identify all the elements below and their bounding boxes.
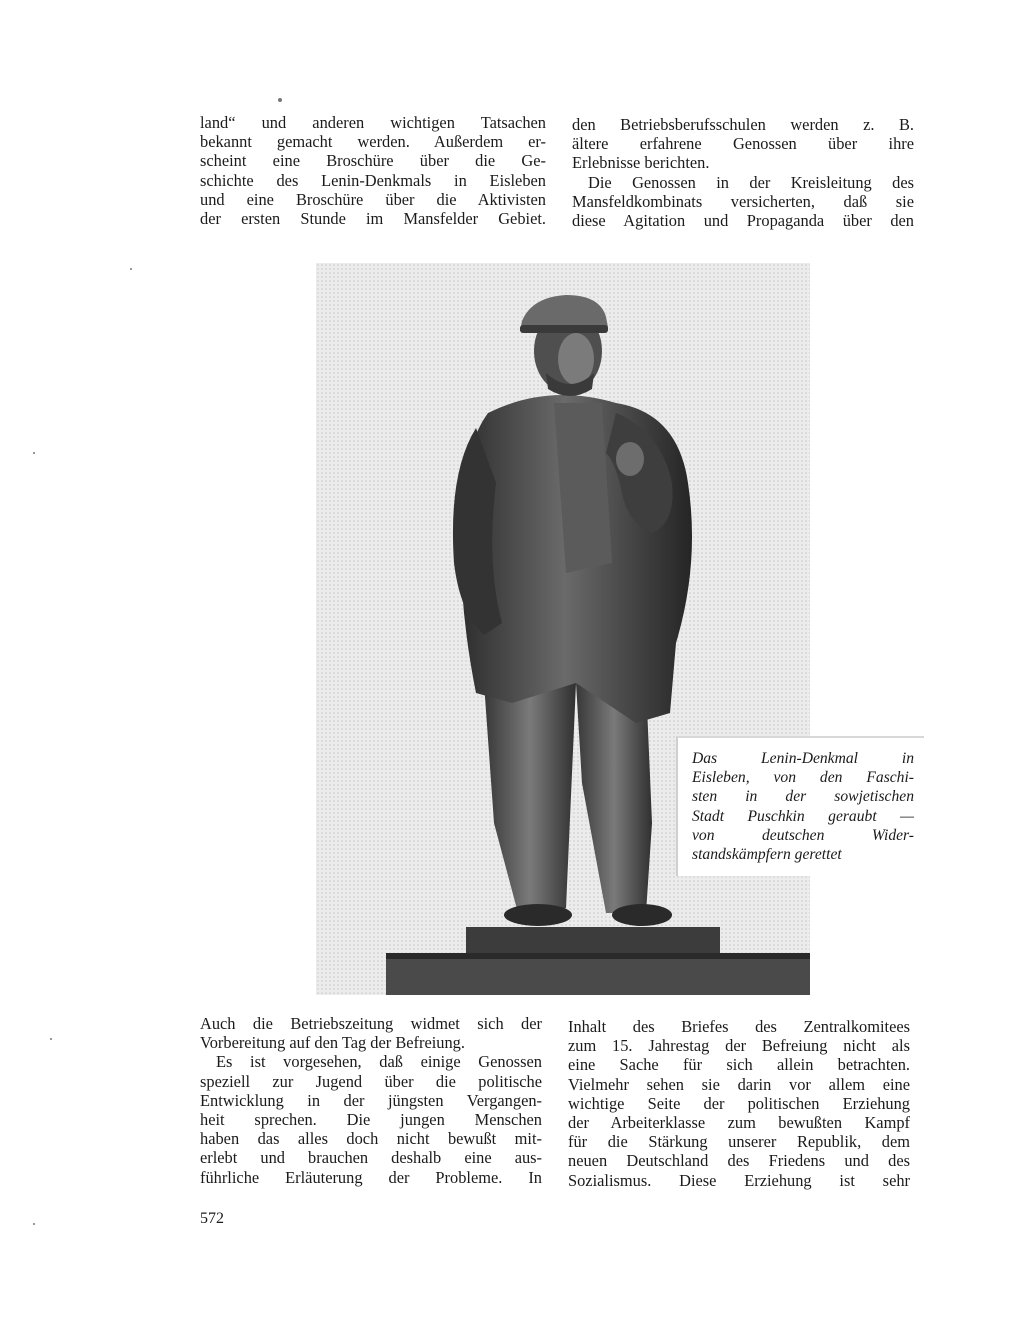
text-line: haben das alles doch nicht bewußt mit- xyxy=(200,1129,542,1149)
text-line: Entwicklung in der jüngsten Vergangen- xyxy=(200,1090,542,1110)
top-right-column xyxy=(572,115,914,230)
text-line: den Betriebsberufsschulen werden z. B. xyxy=(572,115,914,134)
text-line: bekannt gemacht werden. Außerdem er- xyxy=(200,132,546,152)
text-line: land“ und anderen wichtigen Tatsachen xyxy=(200,113,546,132)
page-number: 572 xyxy=(200,1210,224,1227)
text-line: diese Agitation und Propaganda über den xyxy=(572,211,914,231)
print-speck xyxy=(50,1038,52,1040)
bottom-right-column xyxy=(568,1017,910,1190)
statue-photo-icon xyxy=(316,263,810,995)
print-speck xyxy=(33,452,35,454)
caption-line: standskämpfern gerettet xyxy=(692,846,842,864)
caption-line: Eisleben, von den Faschi- xyxy=(692,769,914,787)
text-line: schichte des Lenin-Denkmals in Eisleben xyxy=(200,170,546,190)
text-line: Auch die Betriebszeitung widmet sich der xyxy=(200,1014,542,1033)
caption-line: Das Lenin-Denkmal in xyxy=(692,750,914,767)
statue-photo xyxy=(316,263,810,995)
text-line: Die Genossen in der Kreisleitung des xyxy=(588,172,914,192)
text-line: für die Stärkung unserer Republik, dem xyxy=(568,1132,910,1152)
text-line: der ersten Stunde im Mansfelder Gebiet. xyxy=(200,209,546,229)
text-line: der Arbeiterklasse zum bewußten Kampf xyxy=(568,1113,910,1133)
text-line: eine Sache für sich allein betrachten. xyxy=(568,1055,910,1075)
top-left-column xyxy=(200,113,546,228)
text-line: erlebt und brauchen deshalb eine aus- xyxy=(200,1148,542,1168)
text-line: und eine Broschüre über die Aktivisten xyxy=(200,189,546,209)
text-line: ältere erfahrene Genossen über ihre xyxy=(572,134,914,154)
print-speck xyxy=(130,268,132,270)
text-line: heit sprechen. Die jungen Menschen xyxy=(200,1110,542,1130)
text-line: neuen Deutschland des Friedens und des xyxy=(568,1151,910,1171)
text-line: führliche Erläuterung der Probleme. In xyxy=(200,1167,542,1187)
text-line: Inhalt des Briefes des Zentralkomitees xyxy=(568,1017,910,1036)
bottom-left-column xyxy=(200,1014,542,1187)
text-line: speziell zur Jugend über die politische xyxy=(200,1071,542,1091)
caption-line: Stadt Puschkin geraubt — xyxy=(692,807,914,825)
caption-line: von deutschen Wider- xyxy=(692,826,914,844)
text-line: Es ist vorgesehen, daß einige Genossen xyxy=(216,1052,542,1072)
text-line: wichtige Seite der politischen Erziehung xyxy=(568,1093,910,1113)
photo-caption xyxy=(676,736,924,876)
text-line: Vielmehr sehen sie darin vor allem eine xyxy=(568,1074,910,1094)
print-speck xyxy=(278,98,282,102)
print-speck xyxy=(33,1223,35,1225)
caption-line: sten in der sowjetischen xyxy=(692,788,914,806)
text-line: zum 15. Jahrestag der Befreiung nicht als xyxy=(568,1036,910,1056)
text-line: Erlebnisse berichten. xyxy=(572,153,710,173)
text-line: Sozialismus. Diese Erziehung ist sehr xyxy=(568,1170,910,1190)
text-line: Mansfeldkombinats versicherten, daß sie xyxy=(572,191,914,211)
text-line: Vorbereitung auf den Tag der Befreiung. xyxy=(200,1033,465,1053)
text-line: scheint eine Broschüre über die Ge- xyxy=(200,151,546,171)
